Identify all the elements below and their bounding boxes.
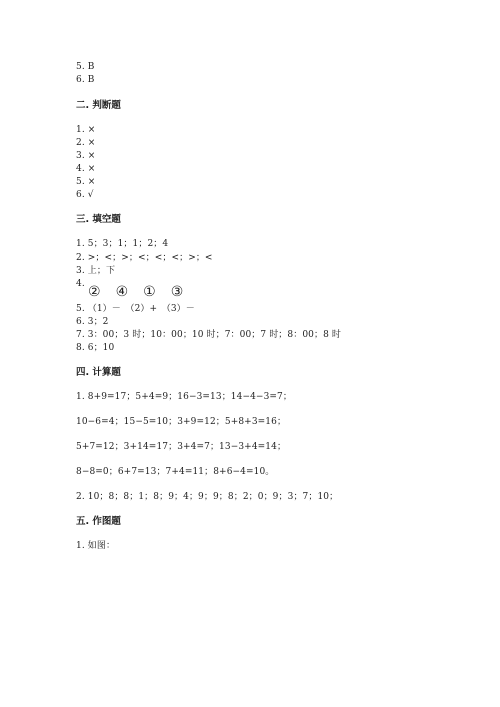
judgement-item-6: 6. √ [76,190,94,200]
fill-answer-8: 8. 6；10 [76,343,115,353]
fill-answer-7: 7. 3：00；3 时；10：00；10 时；7：00；7 时；8：00；8 时 [76,330,341,340]
calc-row-2: 10−6=4；15−5=10；3+9=12；5+8+3=16； [76,417,287,427]
section-judgement-title: 二. 判断题 [76,100,121,111]
circled-number: ④ [115,284,129,300]
drawing-answer-1: 1. 如图： [76,541,116,551]
answer-6: 6. B [76,75,95,85]
answer-5: 5. B [76,62,95,72]
calc-row-4: 8−8=0；6+7=13；7+4=11；8+6−4=10。 [76,467,275,477]
section-fill-blank-title: 三. 填空题 [76,214,121,225]
calc-row-5: 2. 10；8；8；1；8；9；4；9；9；8；2；0；9；3；7；10； [76,492,339,502]
circled-number: ③ [170,284,184,300]
section-calculation-title: 四. 计算题 [76,367,121,378]
judgement-item-3: 3. × [76,151,96,161]
calc-row-1: 1. 8+9=17；5+4=9；16−3=13；14−4−3=7； [76,392,292,402]
fill-answer-4-circled-row [88,284,198,300]
circled-number: ① [143,284,156,300]
circled-number: ② [88,284,101,300]
fill-answer-2: 2. >；<；>；<；<；<；>；< [76,253,213,263]
fill-answer-5: 5. （1）－ （2）+ （3）－ [76,304,195,314]
judgement-item-4: 4. × [76,164,96,174]
judgement-item-5: 5. × [76,177,96,187]
judgement-item-2: 2. × [76,138,96,148]
fill-answer-6: 6. 3；2 [76,317,109,327]
section-drawing-title: 五. 作图题 [76,516,121,527]
fill-answer-4-label: 4. [76,279,85,289]
fill-answer-1: 1. 5；3；1；1；2；4 [76,239,169,249]
judgement-item-1: 1. × [76,125,96,135]
fill-answer-3: 3. 上；下 [76,266,116,276]
calc-row-3: 5+7=12；3+14=17；3+4=7；13−3+4=14； [76,442,287,452]
